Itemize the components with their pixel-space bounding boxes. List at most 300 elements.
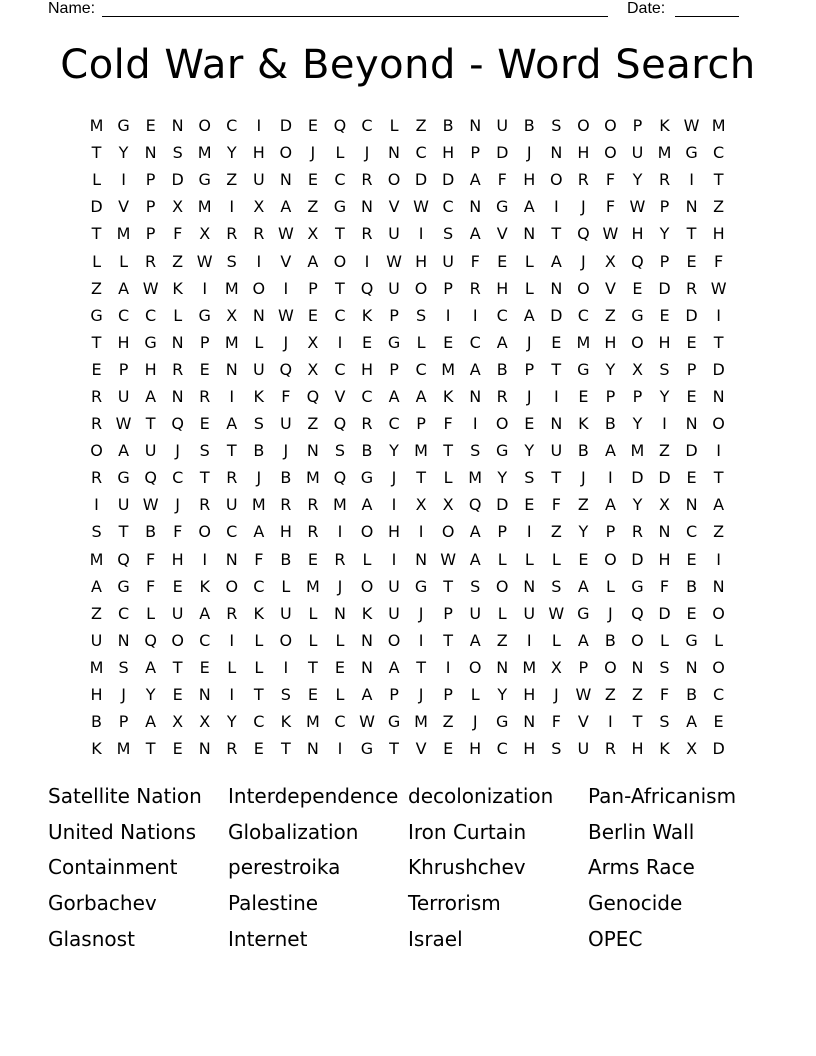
grid-letter[interactable]: M	[711, 116, 726, 136]
grid-letter[interactable]: Z	[307, 414, 319, 434]
grid-letter[interactable]: E	[686, 603, 697, 623]
grid-letter[interactable]: E	[172, 685, 183, 705]
grid-letter[interactable]: P	[389, 685, 399, 705]
grid-letter[interactable]: Q	[631, 251, 644, 271]
grid-letter[interactable]: G	[577, 359, 590, 379]
grid-letter[interactable]: P	[443, 603, 453, 623]
grid-letter[interactable]: R	[226, 739, 238, 759]
grid-letter[interactable]: C	[117, 305, 130, 325]
grid-letter[interactable]: P	[632, 116, 643, 136]
grid-letter[interactable]: R	[307, 495, 319, 515]
grid-letter[interactable]: L	[470, 685, 480, 705]
grid-letter[interactable]: D	[441, 170, 455, 190]
grid-letter[interactable]: P	[118, 359, 129, 379]
grid-letter[interactable]: X	[199, 712, 211, 732]
grid-letter[interactable]: N	[198, 685, 211, 705]
grid-letter[interactable]: Z	[631, 685, 643, 705]
grid-letter[interactable]: M	[522, 657, 537, 677]
grid-letter[interactable]: R	[469, 278, 481, 298]
grid-letter[interactable]: S	[524, 468, 535, 488]
grid-letter[interactable]: T	[172, 657, 183, 677]
grid-letter[interactable]: J	[310, 143, 316, 163]
grid-letter[interactable]: B	[604, 630, 616, 650]
grid-letter[interactable]: D	[550, 305, 563, 325]
grid-letter[interactable]: P	[145, 170, 156, 190]
grid-letter[interactable]: T	[199, 468, 210, 488]
grid-letter[interactable]: Q	[144, 468, 157, 488]
grid-letter[interactable]: L	[227, 657, 237, 677]
grid-letter[interactable]: Z	[91, 603, 102, 623]
grid-letter[interactable]: I	[716, 549, 721, 569]
grid-letter[interactable]: H	[631, 224, 644, 244]
grid-letter[interactable]: E	[199, 359, 210, 379]
grid-letter[interactable]: P	[389, 305, 399, 325]
grid-letter[interactable]: Y	[605, 359, 616, 379]
grid-letter[interactable]: A	[361, 685, 373, 705]
grid-letter[interactable]: A	[469, 522, 481, 542]
grid-letter[interactable]: L	[173, 305, 183, 325]
grid-letter[interactable]: E	[713, 712, 724, 732]
grid-letter[interactable]: Q	[279, 359, 293, 379]
grid-letter[interactable]: U	[523, 603, 536, 623]
grid-letter[interactable]: D	[279, 116, 293, 136]
grid-letter[interactable]: X	[307, 224, 319, 244]
grid-letter[interactable]: X	[226, 305, 238, 325]
grid-letter[interactable]: K	[578, 414, 589, 434]
grid-letter[interactable]: E	[253, 739, 264, 759]
grid-letter[interactable]: Z	[91, 278, 102, 298]
grid-letter[interactable]: Z	[577, 495, 589, 515]
grid-letter[interactable]: W	[683, 116, 700, 136]
grid-letter[interactable]: D	[631, 549, 644, 569]
grid-letter[interactable]: E	[307, 305, 318, 325]
grid-letter[interactable]: H	[117, 332, 130, 352]
grid-letter[interactable]: E	[145, 116, 156, 136]
grid-letter[interactable]: R	[226, 224, 238, 244]
grid-letter[interactable]: O	[279, 143, 293, 163]
grid-letter[interactable]: H	[523, 685, 536, 705]
grid-letter[interactable]: S	[659, 712, 670, 732]
grid-letter[interactable]: X	[172, 197, 184, 217]
grid-letter[interactable]: U	[144, 441, 157, 461]
grid-letter[interactable]: B	[442, 116, 454, 136]
grid-letter[interactable]: T	[551, 224, 562, 244]
grid-letter[interactable]: S	[443, 224, 454, 244]
grid-letter[interactable]: G	[496, 441, 509, 461]
grid-letter[interactable]: I	[229, 630, 235, 650]
grid-letter[interactable]: R	[199, 386, 211, 406]
grid-letter[interactable]: O	[495, 414, 509, 434]
grid-letter[interactable]: G	[144, 332, 157, 352]
grid-letter[interactable]: D	[496, 495, 509, 515]
grid-letter[interactable]: G	[387, 712, 401, 732]
grid-letter[interactable]: O	[279, 630, 293, 650]
grid-letter[interactable]: N	[469, 116, 482, 136]
grid-letter[interactable]: U	[388, 224, 400, 244]
grid-letter[interactable]: T	[91, 143, 102, 163]
grid-letter[interactable]: N	[523, 712, 536, 732]
grid-letter[interactable]: D	[712, 739, 725, 759]
grid-letter[interactable]: N	[415, 549, 428, 569]
grid-letter[interactable]: P	[443, 278, 453, 298]
grid-letter[interactable]: X	[199, 224, 211, 244]
grid-letter[interactable]: Y	[389, 441, 399, 461]
grid-letter[interactable]: L	[389, 116, 399, 136]
grid-letter[interactable]: O	[333, 251, 347, 271]
grid-letter[interactable]: Y	[226, 712, 237, 732]
grid-letter[interactable]: G	[685, 630, 698, 650]
grid-letter[interactable]: D	[496, 143, 509, 163]
grid-letter[interactable]: Q	[333, 468, 347, 488]
grid-letter[interactable]: P	[416, 414, 426, 434]
grid-letter[interactable]: N	[388, 143, 401, 163]
grid-letter[interactable]: F	[470, 251, 480, 271]
grid-letter[interactable]: J	[608, 603, 613, 623]
grid-letter[interactable]: L	[308, 603, 318, 623]
grid-letter[interactable]: W	[142, 495, 159, 515]
grid-letter[interactable]: I	[716, 305, 721, 325]
grid-letter[interactable]: P	[659, 251, 670, 271]
grid-letter[interactable]: U	[388, 278, 400, 298]
grid-letter[interactable]: P	[632, 386, 643, 406]
grid-letter[interactable]: Z	[550, 522, 562, 542]
grid-letter[interactable]: O	[252, 278, 266, 298]
grid-letter[interactable]: T	[713, 468, 724, 488]
grid-letter[interactable]: F	[146, 549, 156, 569]
grid-letter[interactable]: A	[469, 549, 481, 569]
grid-letter[interactable]: T	[551, 468, 562, 488]
grid-letter[interactable]: M	[630, 441, 645, 461]
grid-letter[interactable]: C	[713, 143, 725, 163]
grid-letter[interactable]: X	[307, 359, 319, 379]
grid-letter[interactable]: J	[121, 685, 126, 705]
grid-letter[interactable]: N	[523, 224, 536, 244]
grid-letter[interactable]: G	[387, 332, 401, 352]
grid-letter[interactable]: R	[685, 278, 698, 298]
grid-letter[interactable]: M	[89, 657, 104, 677]
grid-letter[interactable]: L	[605, 576, 615, 596]
grid-letter[interactable]: W	[115, 414, 132, 434]
grid-letter[interactable]: L	[254, 630, 264, 650]
grid-letter[interactable]: K	[253, 603, 265, 623]
grid-letter[interactable]: V	[415, 739, 427, 759]
grid-letter[interactable]: N	[685, 414, 698, 434]
grid-letter[interactable]: A	[686, 712, 698, 732]
grid-letter[interactable]: C	[685, 522, 698, 542]
grid-letter[interactable]: L	[497, 603, 507, 623]
grid-letter[interactable]: L	[714, 630, 724, 650]
grid-letter[interactable]: G	[117, 468, 130, 488]
grid-letter[interactable]: K	[361, 305, 373, 325]
grid-letter[interactable]: E	[199, 657, 210, 677]
grid-letter[interactable]: S	[551, 739, 562, 759]
grid-letter[interactable]: G	[198, 305, 211, 325]
grid-letter[interactable]: O	[631, 630, 644, 650]
grid-letter[interactable]: M	[305, 576, 320, 596]
grid-letter[interactable]: U	[117, 386, 130, 406]
grid-letter[interactable]: I	[391, 549, 397, 569]
grid-letter[interactable]: I	[256, 251, 262, 271]
grid-letter[interactable]: Z	[604, 305, 616, 325]
grid-letter[interactable]: U	[631, 143, 644, 163]
grid-letter[interactable]: R	[90, 414, 103, 434]
grid-letter[interactable]: E	[307, 685, 318, 705]
grid-letter[interactable]: N	[361, 657, 373, 677]
grid-letter[interactable]: V	[577, 712, 589, 732]
grid-letter[interactable]: J	[526, 143, 532, 163]
grid-letter[interactable]: W	[413, 197, 429, 217]
grid-letter[interactable]: M	[305, 712, 320, 732]
grid-letter[interactable]: M	[224, 278, 239, 298]
grid-letter[interactable]: C	[415, 359, 427, 379]
grid-letter[interactable]: W	[602, 224, 619, 244]
grid-letter[interactable]: L	[660, 630, 669, 650]
grid-letter[interactable]: G	[90, 305, 103, 325]
grid-letter[interactable]: N	[496, 657, 509, 677]
grid-letter[interactable]: N	[550, 278, 563, 298]
grid-letter[interactable]: M	[116, 739, 131, 759]
grid-letter[interactable]: E	[443, 739, 454, 759]
grid-letter[interactable]: E	[497, 251, 508, 271]
grid-letter[interactable]: N	[712, 576, 725, 596]
grid-letter[interactable]: C	[442, 197, 454, 217]
grid-letter[interactable]: R	[496, 386, 508, 406]
grid-letter[interactable]: G	[496, 197, 509, 217]
grid-letter[interactable]: K	[659, 739, 670, 759]
grid-letter[interactable]: B	[145, 522, 157, 542]
grid-letter[interactable]: O	[90, 441, 103, 461]
grid-letter[interactable]: J	[472, 712, 478, 732]
grid-letter[interactable]: T	[416, 657, 426, 677]
grid-letter[interactable]: O	[387, 170, 401, 190]
grid-letter[interactable]: J	[553, 685, 559, 705]
grid-letter[interactable]: T	[416, 468, 426, 488]
grid-letter[interactable]: K	[442, 386, 454, 406]
grid-letter[interactable]: M	[576, 332, 591, 352]
grid-letter[interactable]: H	[252, 143, 265, 163]
grid-letter[interactable]: C	[226, 116, 238, 136]
grid-letter[interactable]: I	[283, 278, 289, 298]
grid-letter[interactable]: D	[712, 359, 725, 379]
grid-letter[interactable]: U	[550, 441, 563, 461]
grid-letter[interactable]: O	[225, 576, 239, 596]
grid-letter[interactable]: N	[712, 386, 725, 406]
grid-letter[interactable]: L	[524, 251, 534, 271]
name-field-line[interactable]	[102, 16, 608, 17]
grid-letter[interactable]: Z	[496, 630, 508, 650]
grid-letter[interactable]: I	[121, 170, 126, 190]
grid-letter[interactable]: V	[280, 251, 292, 271]
grid-letter[interactable]: X	[415, 495, 427, 515]
grid-letter[interactable]: U	[577, 739, 590, 759]
grid-letter[interactable]: D	[631, 468, 644, 488]
grid-letter[interactable]: Q	[333, 414, 347, 434]
grid-letter[interactable]: B	[253, 441, 265, 461]
grid-letter[interactable]: G	[117, 116, 130, 136]
grid-letter[interactable]: U	[388, 603, 400, 623]
grid-letter[interactable]: R	[361, 414, 373, 434]
grid-letter[interactable]: O	[387, 630, 401, 650]
grid-letter[interactable]: C	[334, 712, 346, 732]
grid-letter[interactable]: N	[306, 441, 319, 461]
grid-letter[interactable]: L	[335, 143, 345, 163]
grid-letter[interactable]: K	[280, 712, 292, 732]
grid-letter[interactable]: I	[553, 386, 559, 406]
grid-letter[interactable]: F	[714, 251, 724, 271]
grid-letter[interactable]: J	[283, 441, 289, 461]
grid-letter[interactable]: G	[631, 305, 644, 325]
grid-letter[interactable]: Y	[659, 386, 670, 406]
grid-letter[interactable]: Y	[524, 441, 535, 461]
grid-letter[interactable]: C	[577, 305, 589, 325]
grid-letter[interactable]: C	[226, 522, 238, 542]
grid-letter[interactable]: H	[658, 549, 671, 569]
grid-letter[interactable]: I	[526, 522, 532, 542]
grid-letter[interactable]: N	[658, 522, 671, 542]
grid-letter[interactable]: D	[685, 441, 698, 461]
grid-letter[interactable]: O	[171, 630, 184, 650]
grid-letter[interactable]: R	[280, 495, 292, 515]
grid-letter[interactable]: W	[548, 603, 565, 623]
grid-letter[interactable]: L	[254, 332, 264, 352]
grid-letter[interactable]: Y	[632, 170, 643, 190]
grid-letter[interactable]: N	[469, 197, 482, 217]
grid-letter[interactable]: H	[469, 739, 482, 759]
grid-letter[interactable]: B	[523, 116, 535, 136]
grid-letter[interactable]: U	[252, 359, 265, 379]
grid-letter[interactable]: N	[361, 197, 373, 217]
grid-letter[interactable]: I	[608, 712, 613, 732]
grid-letter[interactable]: P	[145, 197, 156, 217]
grid-letter[interactable]: S	[226, 251, 237, 271]
grid-letter[interactable]: I	[337, 739, 343, 759]
grid-letter[interactable]: Y	[578, 522, 589, 542]
grid-letter[interactable]: D	[90, 197, 103, 217]
grid-letter[interactable]: A	[118, 278, 130, 298]
grid-letter[interactable]: M	[197, 197, 212, 217]
grid-letter[interactable]: P	[497, 522, 508, 542]
grid-letter[interactable]: M	[414, 441, 428, 461]
grid-letter[interactable]: H	[388, 522, 401, 542]
grid-letter[interactable]: A	[604, 441, 616, 461]
grid-letter[interactable]: F	[146, 576, 156, 596]
grid-letter[interactable]: S	[253, 414, 264, 434]
date-field-line[interactable]	[675, 16, 739, 17]
grid-letter[interactable]: F	[497, 170, 507, 190]
grid-letter[interactable]: P	[199, 332, 210, 352]
grid-letter[interactable]: B	[280, 468, 292, 488]
grid-letter[interactable]: L	[551, 549, 561, 569]
grid-letter[interactable]: F	[659, 576, 670, 596]
grid-letter[interactable]: Y	[226, 143, 237, 163]
grid-letter[interactable]: L	[524, 549, 534, 569]
grid-letter[interactable]: Q	[577, 224, 590, 244]
grid-letter[interactable]: J	[283, 332, 289, 352]
grid-letter[interactable]: E	[578, 549, 589, 569]
grid-letter[interactable]: R	[577, 170, 589, 190]
grid-letter[interactable]: D	[658, 468, 671, 488]
grid-letter[interactable]: I	[418, 224, 424, 244]
grid-letter[interactable]: E	[443, 332, 454, 352]
grid-letter[interactable]: S	[659, 359, 670, 379]
grid-letter[interactable]: C	[172, 468, 184, 488]
grid-letter[interactable]: I	[716, 441, 721, 461]
grid-letter[interactable]: R	[199, 495, 211, 515]
grid-letter[interactable]: O	[712, 657, 725, 677]
grid-letter[interactable]: P	[470, 143, 480, 163]
grid-letter[interactable]: O	[712, 414, 725, 434]
grid-letter[interactable]: S	[551, 576, 562, 596]
grid-letter[interactable]: L	[254, 657, 264, 677]
grid-letter[interactable]: H	[604, 332, 617, 352]
grid-letter[interactable]: P	[659, 197, 670, 217]
grid-letter[interactable]: B	[686, 685, 698, 705]
grid-letter[interactable]: N	[171, 116, 184, 136]
grid-letter[interactable]: H	[631, 739, 644, 759]
grid-letter[interactable]: F	[605, 197, 616, 217]
grid-letter[interactable]: I	[445, 305, 451, 325]
grid-letter[interactable]: O	[631, 332, 644, 352]
grid-letter[interactable]: J	[391, 468, 397, 488]
grid-letter[interactable]: O	[495, 576, 509, 596]
grid-letter[interactable]: J	[337, 576, 343, 596]
grid-letter[interactable]: L	[308, 630, 318, 650]
grid-letter[interactable]: C	[199, 630, 211, 650]
grid-letter[interactable]: O	[198, 522, 211, 542]
grid-letter[interactable]: N	[171, 332, 184, 352]
grid-letter[interactable]: E	[172, 576, 183, 596]
grid-letter[interactable]: U	[90, 630, 103, 650]
grid-letter[interactable]: Q	[144, 630, 157, 650]
grid-letter[interactable]: I	[662, 414, 667, 434]
grid-letter[interactable]: A	[604, 495, 616, 515]
grid-letter[interactable]: J	[526, 386, 532, 406]
grid-letter[interactable]: S	[416, 305, 427, 325]
grid-letter[interactable]: C	[334, 170, 346, 190]
grid-letter[interactable]: L	[362, 549, 372, 569]
grid-letter[interactable]: M	[305, 468, 320, 488]
grid-letter[interactable]: U	[279, 414, 292, 434]
grid-letter[interactable]: M	[441, 359, 456, 379]
grid-letter[interactable]: A	[388, 386, 400, 406]
grid-letter[interactable]: K	[91, 739, 102, 759]
grid-letter[interactable]: L	[335, 685, 345, 705]
grid-letter[interactable]: T	[443, 576, 454, 596]
grid-letter[interactable]: I	[229, 685, 235, 705]
grid-letter[interactable]: S	[551, 116, 562, 136]
grid-letter[interactable]: K	[199, 576, 210, 596]
grid-letter[interactable]: G	[360, 468, 374, 488]
grid-letter[interactable]: E	[524, 414, 535, 434]
grid-letter[interactable]: B	[604, 414, 616, 434]
grid-letter[interactable]: K	[172, 278, 183, 298]
grid-letter[interactable]: U	[225, 495, 238, 515]
grid-letter[interactable]: L	[281, 576, 291, 596]
grid-letter[interactable]: C	[496, 305, 508, 325]
grid-letter[interactable]: W	[440, 549, 457, 569]
grid-letter[interactable]: U	[171, 603, 184, 623]
grid-letter[interactable]: G	[360, 739, 374, 759]
grid-letter[interactable]: U	[252, 170, 265, 190]
grid-letter[interactable]: F	[173, 224, 183, 244]
grid-letter[interactable]: A	[145, 386, 157, 406]
grid-letter[interactable]: Y	[632, 414, 643, 434]
grid-letter[interactable]: F	[551, 712, 561, 732]
grid-letter[interactable]: O	[441, 522, 455, 542]
grid-letter[interactable]: W	[710, 278, 727, 298]
grid-letter[interactable]: A	[550, 251, 562, 271]
grid-letter[interactable]: A	[118, 441, 130, 461]
